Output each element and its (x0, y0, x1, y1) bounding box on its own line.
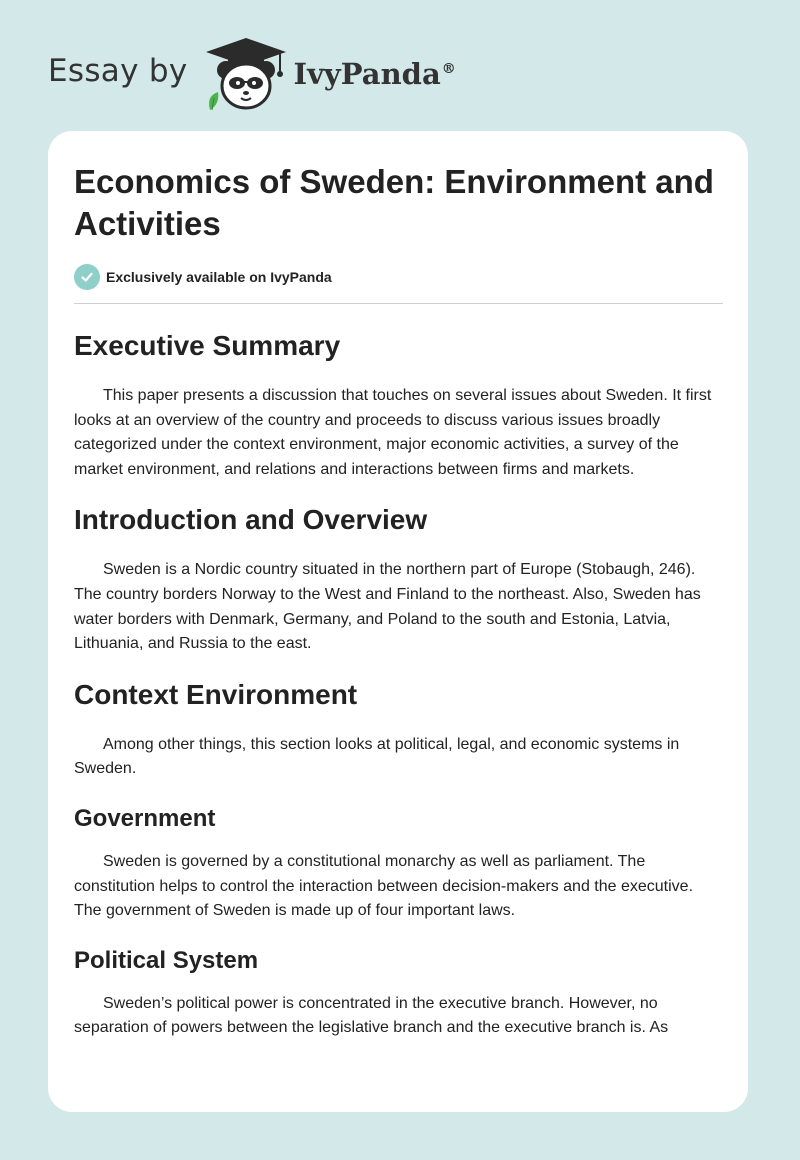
ivypanda-logo[interactable] (48, 34, 456, 114)
brand-name: IvyPanda® (293, 57, 456, 91)
badge-text: Exclusively available on IvyPanda (106, 269, 332, 285)
brand-prefix: Essay by (48, 53, 188, 89)
paragraph-context-environment: Among other things, this section looks at political, legal, and economic systems in Sweden. (74, 735, 680, 778)
paragraph-executive-summary: This paper presents a discussion that touches on several issues about Sweden. It first looks at an overview of the country and proceeds to discuss various issues broadly categorized under the context environment, major economic activities, a survey of the market environment, and relations and interactions between firms and markets. (74, 387, 712, 478)
paragraph-introduction: Sweden is a Nordic country situated in the northern part of Europe (Stobaugh, 246). The country borders Norway to the West and Finland to the northeast. Also, Sweden has water borders with Denmark, Germany, and Poland to the south and Estonia, Latvia, Lithuania, and Russia to the east. (74, 561, 701, 653)
essay-title: Economics of Sweden: Environment and Activities (74, 163, 714, 242)
paragraph-government: Sweden is governed by a constitutional monarchy as well as parliament. The constitution helps to control the interaction between decision-makers and the executive. The government of Sweden is made up of four important laws. (74, 852, 694, 920)
check-icon (74, 264, 100, 290)
divider (74, 303, 723, 304)
heading-government: Government (74, 804, 216, 832)
heading-context-environment: Context Environment (74, 678, 358, 710)
exclusive-badge (74, 263, 724, 291)
paragraph-political-system: Sweden’s political power is concentrated in the executive branch. However, no separation of powers between the legislative branch and the executive branch is. As (74, 994, 669, 1037)
essay-content (74, 161, 724, 1041)
heading-executive-summary: Executive Summary (74, 330, 341, 361)
heading-introduction: Introduction and Overview (74, 504, 428, 536)
essay-card (48, 131, 748, 1112)
heading-political-system: Political System (74, 946, 259, 974)
panda-mascot-icon (202, 36, 290, 112)
